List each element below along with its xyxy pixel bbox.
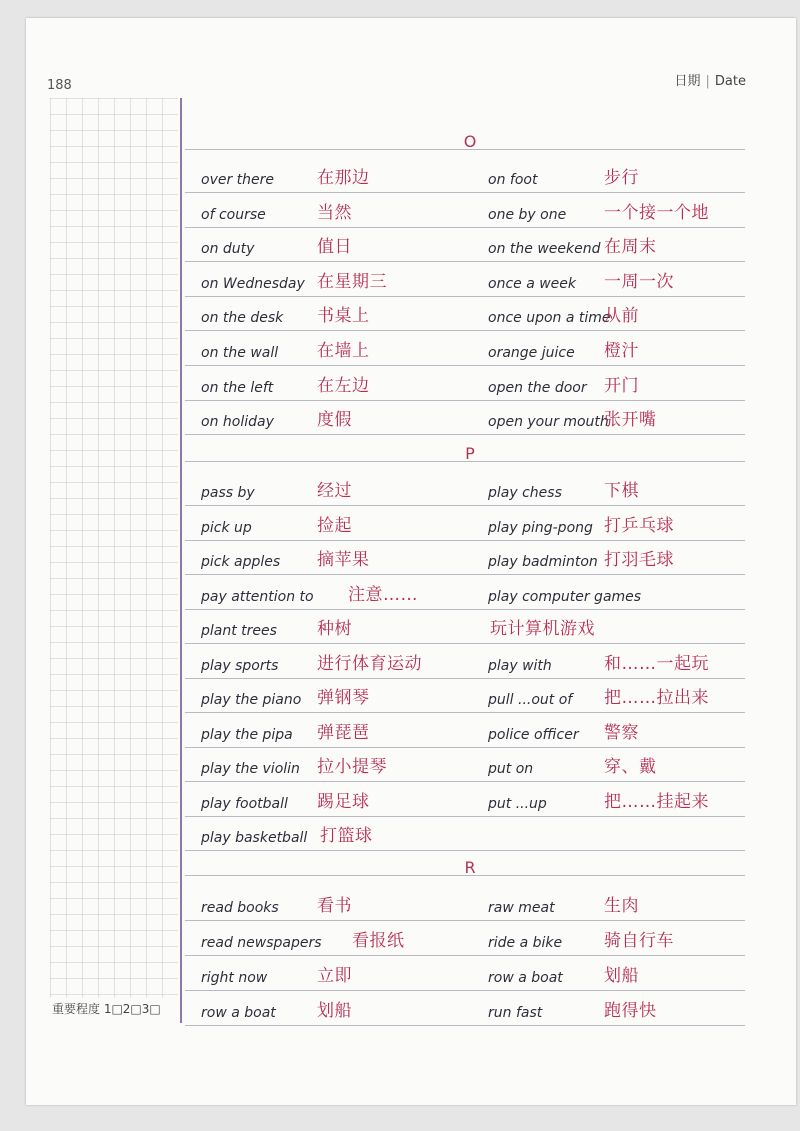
phrase-chinese: 在星期三 xyxy=(317,271,387,292)
phrase-chinese: 立即 xyxy=(317,966,352,986)
phrase-english: read newspapers xyxy=(201,935,322,951)
phrase-english: once a week xyxy=(488,275,577,292)
phrase-english: put ...up xyxy=(488,795,547,812)
phrase-english: row a boat xyxy=(488,970,563,986)
ruled-line xyxy=(185,747,745,748)
phrase-english: put on xyxy=(488,761,534,777)
phrase-chinese: 度假 xyxy=(317,410,352,431)
phrase-chinese: 种树 xyxy=(317,619,352,639)
phrase-english: play sports xyxy=(201,657,279,674)
phrase-chinese: 下棋 xyxy=(604,481,639,501)
margin-grid xyxy=(50,98,178,998)
phrase-english: play the piano xyxy=(201,692,302,708)
phrase-english: over there xyxy=(201,172,275,188)
phrase-english: open your mouth xyxy=(488,414,609,431)
ruled-line xyxy=(185,781,745,782)
phrase-english: play football xyxy=(201,795,288,812)
phrase-english: open the door xyxy=(488,379,587,396)
phrase-chinese: 经过 xyxy=(317,481,352,501)
ruled-line xyxy=(185,678,745,679)
phrase-english: run fast xyxy=(488,1005,543,1021)
phrase-chinese: 划船 xyxy=(317,1001,352,1021)
ruled-line xyxy=(185,400,745,401)
phrase-english: on the weekend xyxy=(488,241,601,258)
importance-rating: 重要程度 1□2□3□ xyxy=(52,1002,161,1016)
date-label-en: Date xyxy=(714,74,746,89)
phrase-chinese: 当然 xyxy=(317,202,352,223)
phrase-chinese: 摘苹果 xyxy=(317,550,370,570)
phrase-chinese: 步行 xyxy=(604,168,639,188)
ruled-line xyxy=(185,365,745,366)
ruled-line xyxy=(185,712,745,713)
ruled-line xyxy=(185,192,745,193)
phrase-chinese: 在那边 xyxy=(317,168,370,188)
ruled-line xyxy=(185,643,745,644)
ruled-line xyxy=(185,816,745,817)
phrase-english: on duty xyxy=(201,241,255,258)
phrase-chinese: 在墙上 xyxy=(317,341,370,361)
phrase-chinese: 骑自行车 xyxy=(604,931,674,951)
phrase-english: play computer games xyxy=(488,588,642,605)
ruled-line xyxy=(185,609,745,610)
phrase-english: right now xyxy=(201,970,268,986)
phrase-chinese: 在周末 xyxy=(604,237,657,258)
phrase-english: on the left xyxy=(201,379,274,396)
ruled-line xyxy=(185,434,745,435)
phrase-chinese: 打羽毛球 xyxy=(604,550,674,570)
phrase-english: plant trees xyxy=(201,623,277,639)
ruled-line xyxy=(185,990,745,991)
phrase-chinese: 书桌上 xyxy=(317,306,370,327)
phrase-english: police officer xyxy=(488,726,579,743)
phrase-chinese: 进行体育运动 xyxy=(317,653,422,674)
ruled-line xyxy=(185,505,745,506)
ruled-line xyxy=(185,850,745,851)
phrase-chinese: 从前 xyxy=(604,306,639,327)
phrase-english: read books xyxy=(201,900,279,916)
phrase-english: on the wall xyxy=(201,345,279,361)
phrase-english: play with xyxy=(488,657,552,674)
phrase-english: play basketball xyxy=(201,830,308,846)
phrase-english: on foot xyxy=(488,172,538,188)
phrase-english: orange juice xyxy=(488,345,575,361)
section-letter-r: R xyxy=(464,858,476,877)
ruled-line xyxy=(185,955,745,956)
ruled-line xyxy=(185,540,745,541)
phrase-english: pick up xyxy=(201,519,252,536)
phrase-chinese: 打乒乓球 xyxy=(604,515,674,536)
phrase-chinese: 把……拉出来 xyxy=(604,688,709,708)
phrase-english: play ping-pong xyxy=(488,519,593,536)
phrase-english: on holiday xyxy=(201,414,274,431)
phrase-english: play the pipa xyxy=(201,726,293,743)
date-separator: | xyxy=(705,74,710,89)
phrase-chinese: 和……一起玩 xyxy=(604,653,709,674)
phrase-english: on Wednesday xyxy=(201,275,305,292)
phrase-english: one by one xyxy=(488,206,567,223)
phrase-chinese: 张开嘴 xyxy=(604,410,657,431)
phrase-english: pick apples xyxy=(201,554,281,570)
phrase-english: pass by xyxy=(201,485,255,501)
phrase-chinese: 弹琵琶 xyxy=(317,722,370,743)
phrase-chinese: 看书 xyxy=(317,896,352,916)
phrase-chinese: 一个接一个地 xyxy=(604,202,709,223)
phrase-chinese: 捡起 xyxy=(317,515,352,536)
phrase-chinese: 踢足球 xyxy=(317,791,370,812)
phrase-english: play badminton xyxy=(488,554,598,570)
margin-line xyxy=(180,98,182,1023)
phrase-chinese: 弹钢琴 xyxy=(317,688,370,708)
phrase-chinese: 一周一次 xyxy=(604,271,674,292)
phrase-english: row a boat xyxy=(201,1005,276,1021)
date-label-zh: 日期 xyxy=(674,74,701,89)
phrase-chinese: 开门 xyxy=(604,375,639,396)
ruled-line xyxy=(185,1025,745,1026)
phrase-english: play chess xyxy=(488,485,562,501)
ruled-line xyxy=(185,574,745,575)
phrase-chinese: 看报纸 xyxy=(352,931,405,951)
phrase-chinese: 把……挂起来 xyxy=(604,791,709,812)
phrase-chinese: 划船 xyxy=(604,966,639,986)
phrase-english: play the violin xyxy=(201,761,300,777)
phrase-english: ride a bike xyxy=(488,935,563,951)
page-number: 188 xyxy=(47,78,72,93)
phrase-chinese: 生肉 xyxy=(604,896,639,916)
ruled-line xyxy=(185,920,745,921)
phrase-chinese: 打篮球 xyxy=(320,826,373,846)
phrase-chinese: 穿、戴 xyxy=(604,757,657,777)
phrase-chinese: 跑得快 xyxy=(604,1001,657,1021)
phrase-english: pull ...out of xyxy=(488,692,573,708)
phrase-chinese: 拉小提琴 xyxy=(317,757,387,777)
phrase-chinese: 值日 xyxy=(317,237,352,258)
section-letter-o: O xyxy=(463,132,477,151)
ruled-line xyxy=(185,227,745,228)
ruled-line xyxy=(185,296,745,297)
ruled-line xyxy=(185,261,745,262)
phrase-english: once upon a time xyxy=(488,310,611,327)
phrase-english: raw meat xyxy=(488,900,555,916)
phrase-chinese: 警察 xyxy=(604,722,639,743)
phrase-chinese: 在左边 xyxy=(317,375,370,396)
phrase-chinese: 橙汁 xyxy=(604,341,639,361)
phrase-chinese: 注意…… xyxy=(348,584,418,605)
phrase-english: pay attention to xyxy=(201,588,314,605)
date-label xyxy=(675,70,746,89)
ruled-line xyxy=(185,330,745,331)
phrase-english: on the desk xyxy=(201,310,284,327)
phrase-chinese: 玩计算机游戏 xyxy=(490,619,595,639)
section-letter-p: P xyxy=(465,444,475,463)
phrase-english: of course xyxy=(201,206,266,223)
